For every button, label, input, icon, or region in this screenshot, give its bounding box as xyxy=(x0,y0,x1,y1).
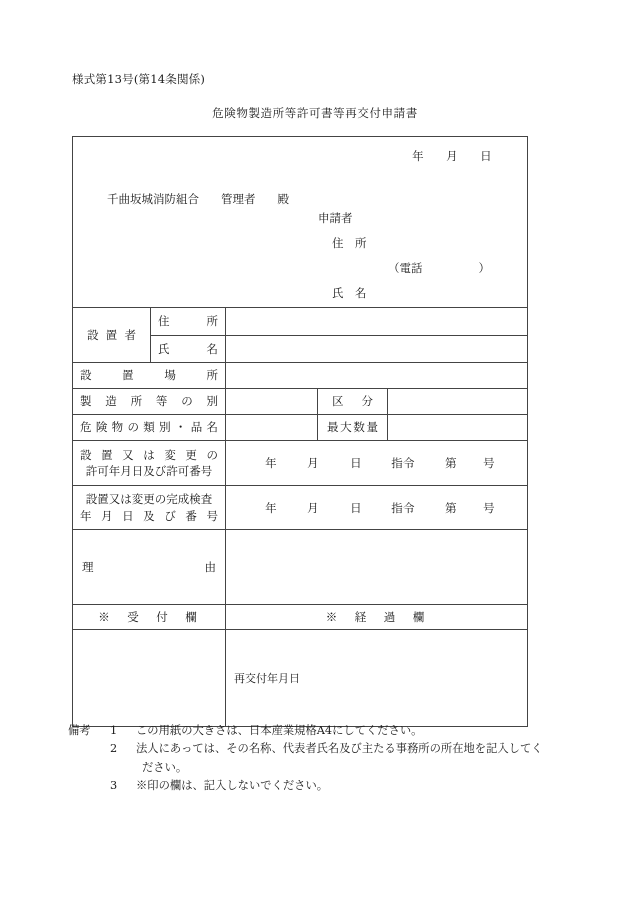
permit-dateline xyxy=(226,455,527,471)
permit-month-label: 月 xyxy=(307,456,319,470)
process-body-cell[interactable] xyxy=(226,630,528,727)
completion-value-cell[interactable] xyxy=(226,486,528,530)
completion-number-prefix: 第 xyxy=(445,500,457,515)
completion-dateline xyxy=(226,500,527,516)
reissue-date-label: 再交付年月日 xyxy=(234,672,300,685)
remark-item-2 xyxy=(68,740,568,758)
remarks-label: 備考 xyxy=(68,724,91,737)
permit-number-suffix: 号 xyxy=(483,456,495,470)
applicant-name-line xyxy=(318,288,490,313)
remark-number-1: 1 xyxy=(110,724,118,737)
official-header-row xyxy=(73,605,528,630)
addressee-role: 管理者 xyxy=(221,192,256,206)
form-number: 様式第13号(第14条関係) xyxy=(72,72,206,86)
applicant-address-line xyxy=(318,238,490,263)
completion-day-label: 日 xyxy=(350,500,362,515)
addressee-line xyxy=(107,191,289,207)
addressee-organization: 千曲坂城消防組合 xyxy=(107,192,199,206)
installer-name-label-cell xyxy=(151,336,226,363)
facility-type-value[interactable] xyxy=(226,389,318,415)
hazmat-class-value[interactable] xyxy=(226,415,318,441)
completion-month-label: 月 xyxy=(307,500,319,515)
completion-number-suffix: 号 xyxy=(483,500,495,515)
installer-label: 設 置 者 xyxy=(87,327,136,342)
remark-number-3: 3 xyxy=(110,778,118,792)
permit-date-value-cell[interactable] xyxy=(226,441,528,486)
hazmat-class-label-cell xyxy=(73,415,226,441)
official-body-row xyxy=(73,630,528,727)
completion-year-label: 年 xyxy=(265,500,277,515)
application-form-table xyxy=(72,136,528,727)
hazmat-class-label: 危 険 物 の 類 別 ・ 品 名 xyxy=(80,420,218,435)
remark-text-1: この用紙の大きさは、日本産業規格A4にしてください。 xyxy=(136,724,423,737)
form-header-row xyxy=(73,137,528,308)
completion-label-line2: 年 月 日 及 び 番 号 xyxy=(80,508,218,523)
applicant-address-label: 住 所 xyxy=(332,236,367,250)
addressee-honorific: 殿 xyxy=(277,192,289,206)
applicant-name-label: 氏 名 xyxy=(332,286,367,300)
completion-label-line1: 設置又は変更の完成検査 xyxy=(85,492,213,507)
date-month-label: 月 xyxy=(446,149,459,163)
applicant-phone-open-label: （電話 xyxy=(388,261,423,275)
applicant-block xyxy=(318,213,490,313)
permit-year-label: 年 xyxy=(265,456,277,470)
classification-value[interactable] xyxy=(388,389,528,415)
remark-text-2-continued: ださい。 xyxy=(142,760,188,774)
remark-text-2: 法人にあっては、その名称、代表者氏名及び主たる事務所の所在地を記入してく xyxy=(136,742,543,756)
classification-label-cell xyxy=(318,389,388,415)
installer-label-cell xyxy=(73,308,151,363)
applicant-phone-line xyxy=(318,263,490,288)
max-quantity-value[interactable] xyxy=(388,415,528,441)
reason-label-cell xyxy=(73,530,226,605)
installer-name-label: 氏 名 xyxy=(158,341,218,356)
applicant-phone-close-label: ） xyxy=(478,261,490,275)
max-quantity-label-cell xyxy=(318,415,388,441)
hazmat-class-row xyxy=(73,415,528,441)
receipt-body-cell[interactable] xyxy=(73,630,226,727)
installer-address-label-cell xyxy=(151,308,226,336)
date-year-label: 年 xyxy=(412,149,425,163)
permit-date-label-line2: 許可年月日及び許可番号 xyxy=(85,464,213,478)
date-day-label: 日 xyxy=(480,149,493,163)
applicant-label-line xyxy=(318,213,490,238)
permit-date-row xyxy=(73,441,528,486)
remark-text-3: ※印の欄は、記入しないでください。 xyxy=(136,778,329,792)
installation-place-label-cell xyxy=(73,363,226,389)
permit-date-label-line1: 設 置 又 は 変 更 の xyxy=(80,447,218,462)
completion-inspection-row xyxy=(73,486,528,530)
process-header-cell: ※ 経 過 欄 xyxy=(226,605,528,630)
reason-value[interactable] xyxy=(226,530,528,605)
classification-label: 区 分 xyxy=(332,394,373,409)
remarks-section xyxy=(68,722,568,795)
facility-type-label: 製 造 所 等 の 別 xyxy=(80,394,218,409)
max-quantity-label: 最 大 数 量 xyxy=(327,420,378,435)
installation-place-row xyxy=(73,363,528,389)
completion-label-cell xyxy=(73,486,226,530)
facility-type-label-cell xyxy=(73,389,226,415)
remark-number-2: 2 xyxy=(110,742,118,756)
remark-item-1 xyxy=(68,722,568,740)
installer-address-label: 住 所 xyxy=(158,314,218,329)
applicant-label: 申請者 xyxy=(318,211,353,225)
permit-day-label: 日 xyxy=(350,456,362,470)
submission-date xyxy=(401,148,503,164)
receipt-header-cell: ※ 受 付 欄 xyxy=(73,605,226,630)
permit-order-label: 指令 xyxy=(391,456,415,470)
installation-place-value[interactable] xyxy=(226,363,528,389)
reason-label-left: 理 xyxy=(82,559,94,574)
permit-date-label-cell xyxy=(73,441,226,486)
reason-label-right: 由 xyxy=(204,559,216,574)
facility-type-row xyxy=(73,389,528,415)
installation-place-label: 設 置 場 所 xyxy=(80,368,218,383)
reason-label xyxy=(73,559,225,576)
document-title: 危険物製造所等許可書等再交付申請書 xyxy=(212,106,418,120)
header-cell xyxy=(73,137,528,308)
reason-row xyxy=(73,530,528,605)
completion-order-label: 指令 xyxy=(391,500,415,515)
remark-item-3 xyxy=(68,777,568,795)
permit-number-prefix: 第 xyxy=(445,456,457,470)
installer-name-value[interactable] xyxy=(226,336,528,363)
